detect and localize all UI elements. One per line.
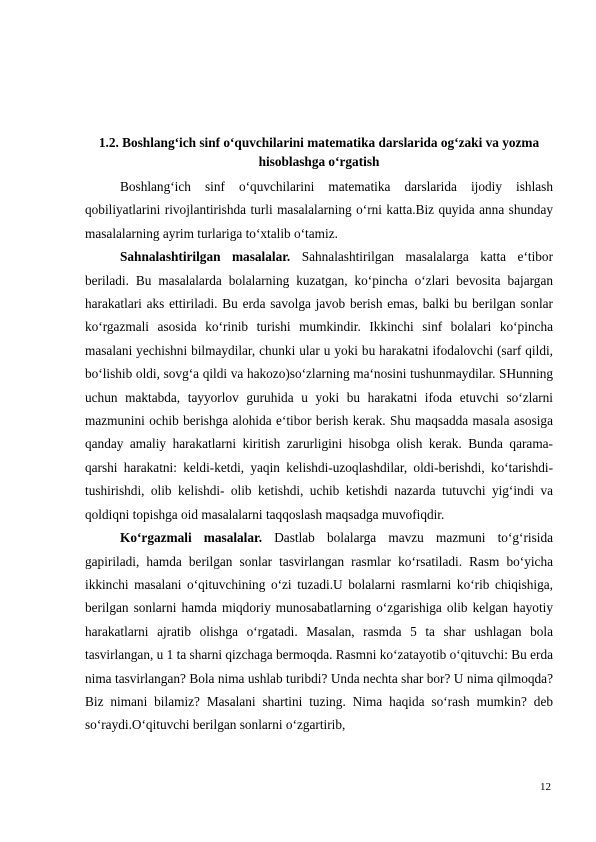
paragraph-intro — [85, 175, 553, 245]
paragraph-staged-problems — [85, 245, 553, 526]
document-page — [85, 133, 553, 737]
paragraph-visual-problems-lead: Ko‘rgazmali masalalar. — [120, 530, 263, 546]
page-number: 12 — [540, 781, 551, 793]
paragraph-staged-problems-text: Sahnalashtirilgan masalalarga katta e‘tibor beriladi. Bu masalalarda bolalarning kuzatgan, ko‘pincha o‘zlari bevosita bajargan harakatlari aks ettiriladi. Bu erda savolga javob berish emas, balki bu berilgan sonlar ko‘rgazmali asosida ko‘rinib turishi mumkindir. Ikkinchi sinf bolalari ko‘pincha masalani yechishni bilmaydilar, chunki ular u yoki bu harakatni ifodalovchi (sarf qildi, bo‘lishib oldi, sovg‘a qildi va hakozo)so‘zlarning ma‘nosini tushunmaydilar. SHunning uchun maktabda, tayyorlov guruhida u yoki bu harakatni ifoda etuvchi so‘zlarni mazmunini ochib berishga alohida e‘tibor berish kerak. Shu maqsadda masala asosiga qanday amaliy harakatlarni kiritish zarurligini hisobga olish kerak. Bunda qarama- qarshi harakatni: keldi-ketdi, yaqin kelishdi-uzoqlashdilar, oldi-berishdi, ko‘tarishdi-tushirishdi, olib kelishdi- olib ketishdi, uchib ketishdi nazarda tutuvchi yig‘indi va qoldiqni topishga oid masalalarni taqqoslash maqsadga muvofiqdir. — [85, 249, 553, 522]
paragraph-staged-problems-lead: Sahnalashtirilgan masalalar. — [120, 249, 291, 265]
section-heading-line-1: 1.2. Boshlang‘ich sinf o‘quvchilarini matematika darslarida og‘zaki va yozma — [98, 135, 540, 150]
section-heading — [85, 133, 553, 171]
paragraph-intro-text: Boshlang‘ich sinf o‘quvchilarini matematika darslarida ijodiy ishlash qobiliyatlarini rivojlantirishda turli masalalarning o‘rni katta.Biz quyida anna shunday masalalarning ayrim turlariga to‘xtalib o‘tamiz. — [85, 179, 553, 241]
section-heading-line-2: hisoblashga o‘rgatish — [258, 154, 380, 169]
paragraph-visual-problems-text: Dastlab bolalarga mavzu mazmuni to‘g‘risida gapiriladi, hamda berilgan sonlar tasvirlangan rasmlar ko‘rsatiladi. Rasm bo‘yicha ikkinchi masalani o‘qituvchining o‘zi tuzadi.U bolalarni rasmlarni ko‘rib chiqishiga, berilgan sonlarni hamda miqdoriy munosabatlarning o‘zgarishiga olib kelgan hayotiy harakatlarni ajratib olishga o‘rgatadi. Masalan, rasmda 5 ta shar ushlagan bola tasvirlangan, u 1 ta sharni qizchaga bermoqda. Rasmni ko‘zatayotib o‘qituvchi: Bu erda nima tasvirlangan? Bola nima ushlab turibdi? Unda nechta shar bor? U nima qilmoqda? Biz nimani bilamiz? Masalani shartini tuzing. Nima haqida so‘rash mumkin? deb so‘raydi.O‘qituvchi berilgan sonlarni o‘zgartirib, — [85, 530, 554, 733]
paragraph-visual-problems — [85, 526, 553, 737]
